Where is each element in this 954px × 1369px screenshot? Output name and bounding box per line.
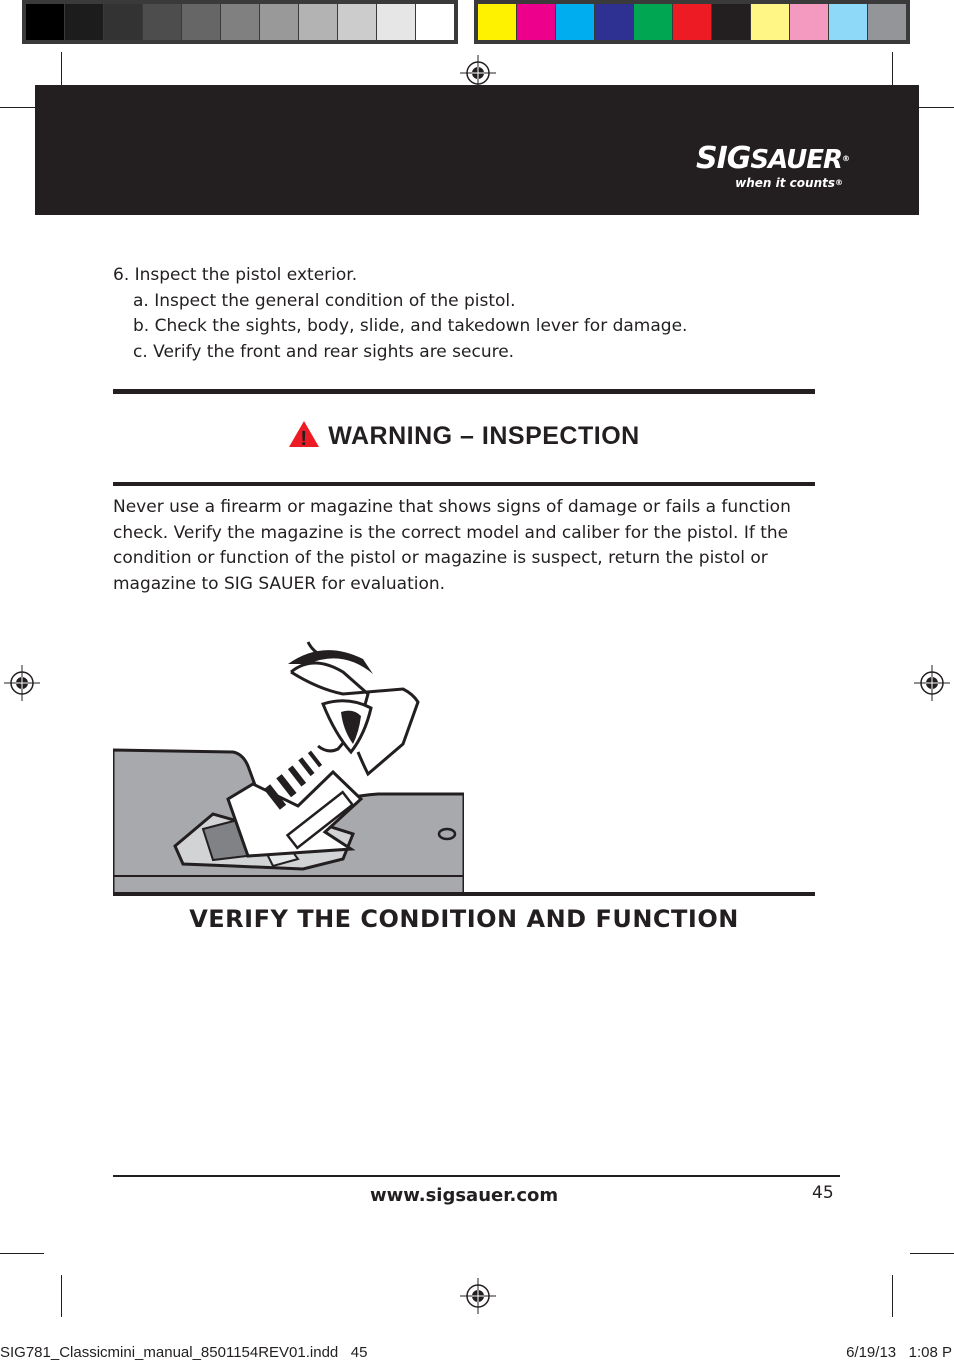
sig-sauer-logo: SIGSAUER® when it counts® (696, 141, 849, 190)
color-swatch (868, 4, 906, 40)
warning-triangle-icon (288, 420, 320, 448)
warning-title-text: WARNING – INSPECTION (328, 422, 640, 450)
crop-mark (0, 1253, 44, 1254)
color-swatch (26, 4, 64, 40)
color-swatch (829, 4, 867, 40)
warning-glyph: ! (300, 428, 308, 449)
warning-top-rule (113, 389, 815, 394)
substep: c. Verify the front and rear sights are secure. (133, 341, 515, 362)
header-band (35, 85, 919, 215)
color-swatches (474, 0, 910, 44)
logo-tagline: when it counts (735, 176, 835, 190)
color-swatch (416, 4, 454, 40)
color-swatch (104, 4, 142, 40)
warning-bottom-rule (113, 482, 815, 486)
color-swatch (634, 4, 672, 40)
slug-filename: SIG781_Classicmini_manual_8501154REV01.indd 45 (0, 1344, 368, 1361)
color-swatch (673, 4, 711, 40)
step-heading: 6. Inspect the pistol exterior. (113, 265, 358, 285)
footer-rule (113, 1175, 840, 1177)
figure-caption: VERIFY THE CONDITION AND FUNCTION (189, 905, 739, 933)
inspection-steps (113, 263, 687, 365)
color-swatch (338, 4, 376, 40)
registration-mark-icon (4, 665, 40, 701)
color-swatch (65, 4, 103, 40)
crop-mark (910, 1253, 954, 1254)
print-color-bar (22, 0, 910, 44)
color-swatch (595, 4, 633, 40)
crop-mark (892, 1275, 893, 1317)
inspection-illustration (113, 634, 464, 894)
color-swatch (478, 4, 516, 40)
logo-sauer: SAUER (750, 145, 842, 175)
logo-sig: SIG (696, 141, 751, 176)
slug-datetime: 6/19/13 1:08 P (846, 1344, 952, 1361)
color-swatch (712, 4, 750, 40)
color-swatch (377, 4, 415, 40)
registration-mark-icon (914, 665, 950, 701)
registration-mark-icon (460, 1278, 496, 1314)
color-swatch (790, 4, 828, 40)
color-swatch (751, 4, 789, 40)
footer-url[interactable]: www.sigsauer.com (370, 1185, 559, 1206)
substep: a. Inspect the general condition of the pistol. (133, 290, 516, 311)
color-swatch (260, 4, 298, 40)
grayscale-swatches (22, 0, 458, 44)
color-swatch (556, 4, 594, 40)
warning-body: Never use a firearm or magazine that shows signs of damage or fails a function check. Verify the magazine is the correct model and caliber for the pistol. If the condition or function of the pistol or magazine is suspect, return the pistol or magazine to SIG SAUER for evaluation. (113, 497, 791, 594)
substep: b. Check the sights, body, slide, and takedown lever for damage. (133, 316, 688, 336)
figure-rule (113, 892, 815, 896)
page-number: 45 (812, 1183, 834, 1203)
color-swatch (182, 4, 220, 40)
color-swatch (517, 4, 555, 40)
color-swatch (221, 4, 259, 40)
color-swatch (143, 4, 181, 40)
color-swatch (299, 4, 337, 40)
crop-mark (61, 1275, 62, 1317)
warning-title (113, 422, 815, 451)
